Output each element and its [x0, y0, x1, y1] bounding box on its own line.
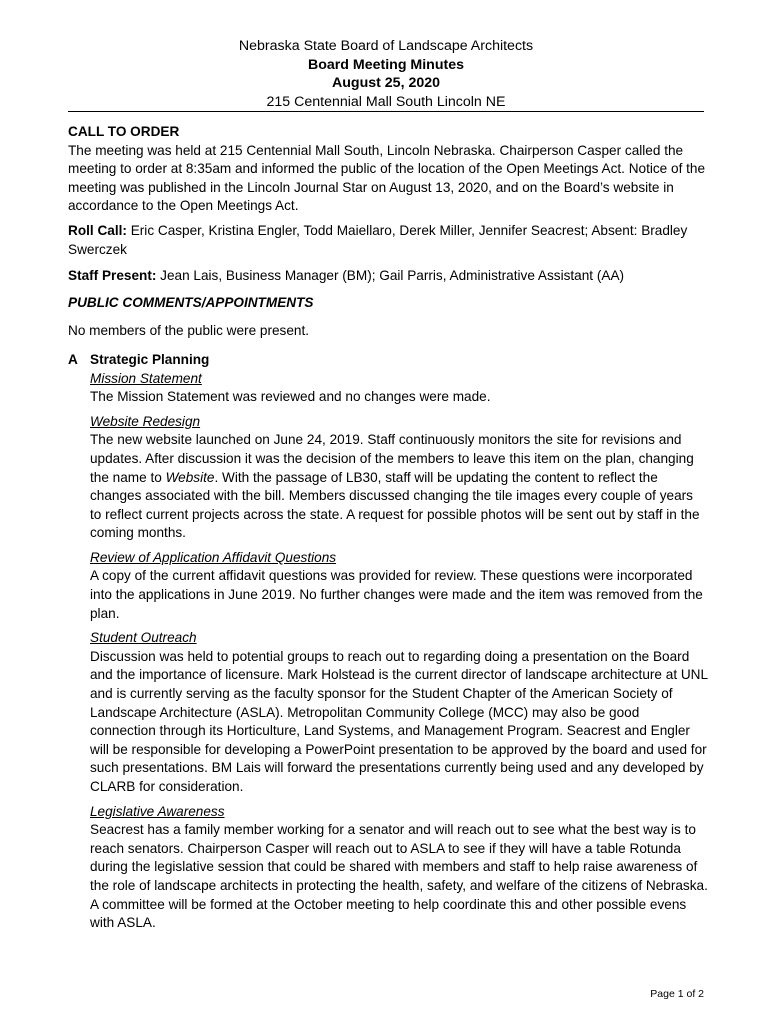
mission-statement-heading: Mission Statement [90, 370, 202, 386]
website-redesign-block [90, 413, 708, 543]
document-header [68, 37, 704, 111]
affidavit-heading: Review of Application Affidavit Questions [90, 549, 337, 565]
student-outreach-block [90, 629, 708, 796]
meeting-address: 215 Centennial Mall South Lincoln NE [266, 93, 506, 110]
student-outreach-text: Discussion was held to potential groups to reach out to regarding doing a presentation on the Board and the importance of licensure. Mark Holstead is the current director of landscape architecture at UNL and is currently serving as the faculty sponsor for the Student Chapter of the American Society of Landscape Architecture (ASLA). Metropolitan Community College (MCC) may also be good connection through its Horticulture, Land Systems, and Management Program. Seacrest and Engler will be responsible for developing a PowerPoint presentation to be approved by the board and used for such presentations. BM Lais will forward the presentations currently being used and any developed by CLARB for consideration. [90, 648, 708, 794]
website-redesign-text [90, 431, 708, 543]
page-number: Page 1 of 2 [650, 988, 704, 1000]
call-to-order-section [68, 123, 708, 216]
website-text-part2: . With the passage of LB30, staff will be updating the content to reflect the changes associated with the bill. Members discussed changing the tile images every couple of years to reflect current projects across the state. A request for possible photos will be sent out by staff in the coming months. [90, 469, 700, 541]
legislative-awareness-block [90, 803, 708, 933]
call-to-order-text: The meeting was held at 215 Centennial Mall South, Lincoln Nebraska. Chairperson Casper called the meeting to order at 8:35am and informed the public of the location of the Open Meetings Act. Notice of the meeting was published in the Lincoln Journal Star on August 13, 2020, and on the Board’s website in accordance to the Open Meetings Act. [68, 142, 706, 214]
section-letter: A [68, 351, 78, 367]
staff-present [68, 267, 708, 286]
strategic-planning-section [68, 351, 708, 933]
staff-present-text: Jean Lais, Business Manager (BM); Gail Parris, Administrative Assistant (AA) [156, 268, 625, 284]
website-text-italic: Website [165, 469, 215, 485]
roll-call [68, 222, 708, 259]
mission-statement-block [90, 370, 708, 407]
legislative-awareness-text: Seacrest has a family member working for a senator and will reach out to see what the best way is to reach senators. Chairperson Casper will reach out to ASLA to see if they will have a table Rotunda during the legislative session that could be shared with members and staff to help raise awareness of the role of landscape architects in protecting the health, safety, and welfare of the citizens of Nebraska. A committee will be formed at the October meeting to help coordinate this and other possible evens with ASLA. [90, 822, 708, 931]
legislative-awareness-heading: Legislative Awareness [90, 803, 225, 819]
student-outreach-heading: Student Outreach [90, 630, 197, 646]
mission-statement-text: The Mission Statement was reviewed and no changes were made. [90, 389, 491, 405]
affidavit-block [90, 549, 708, 623]
staff-present-label: Staff Present: [68, 268, 157, 284]
affidavit-text: A copy of the current affidavit questions was provided for review. These questions were incorporated into the applications in June 2019. No further changes were made and the item was removed from the plan. [90, 568, 703, 621]
public-comments-text: No members of the public were present. [68, 323, 310, 339]
section-content [90, 351, 708, 933]
call-to-order-heading: CALL TO ORDER [68, 124, 180, 139]
public-comments-heading: PUBLIC COMMENTS/APPOINTMENTS [68, 294, 314, 310]
website-redesign-heading: Website Redesign [90, 413, 201, 429]
website-text-part1: The new website launched on June 24, 2019. Staff continuously monitors the site for revisions and updates. After discussion it was the decision of the members to leave this item on the plan, changing the name to [90, 432, 694, 485]
document-body [68, 123, 708, 933]
roll-call-label: Roll Call: [68, 222, 127, 238]
roll-call-text: Eric Casper, Kristina Engler, Todd Maiellaro, Derek Miller, Jennifer Seacrest; Absent: Bradley Swerczek [68, 222, 688, 257]
header-divider [68, 111, 704, 112]
section-title: Strategic Planning [90, 351, 210, 367]
document-title: Board Meeting Minutes [307, 56, 465, 73]
meeting-date: August 25, 2020 [331, 75, 441, 92]
organization-name: Nebraska State Board of Landscape Architects [238, 38, 534, 54]
